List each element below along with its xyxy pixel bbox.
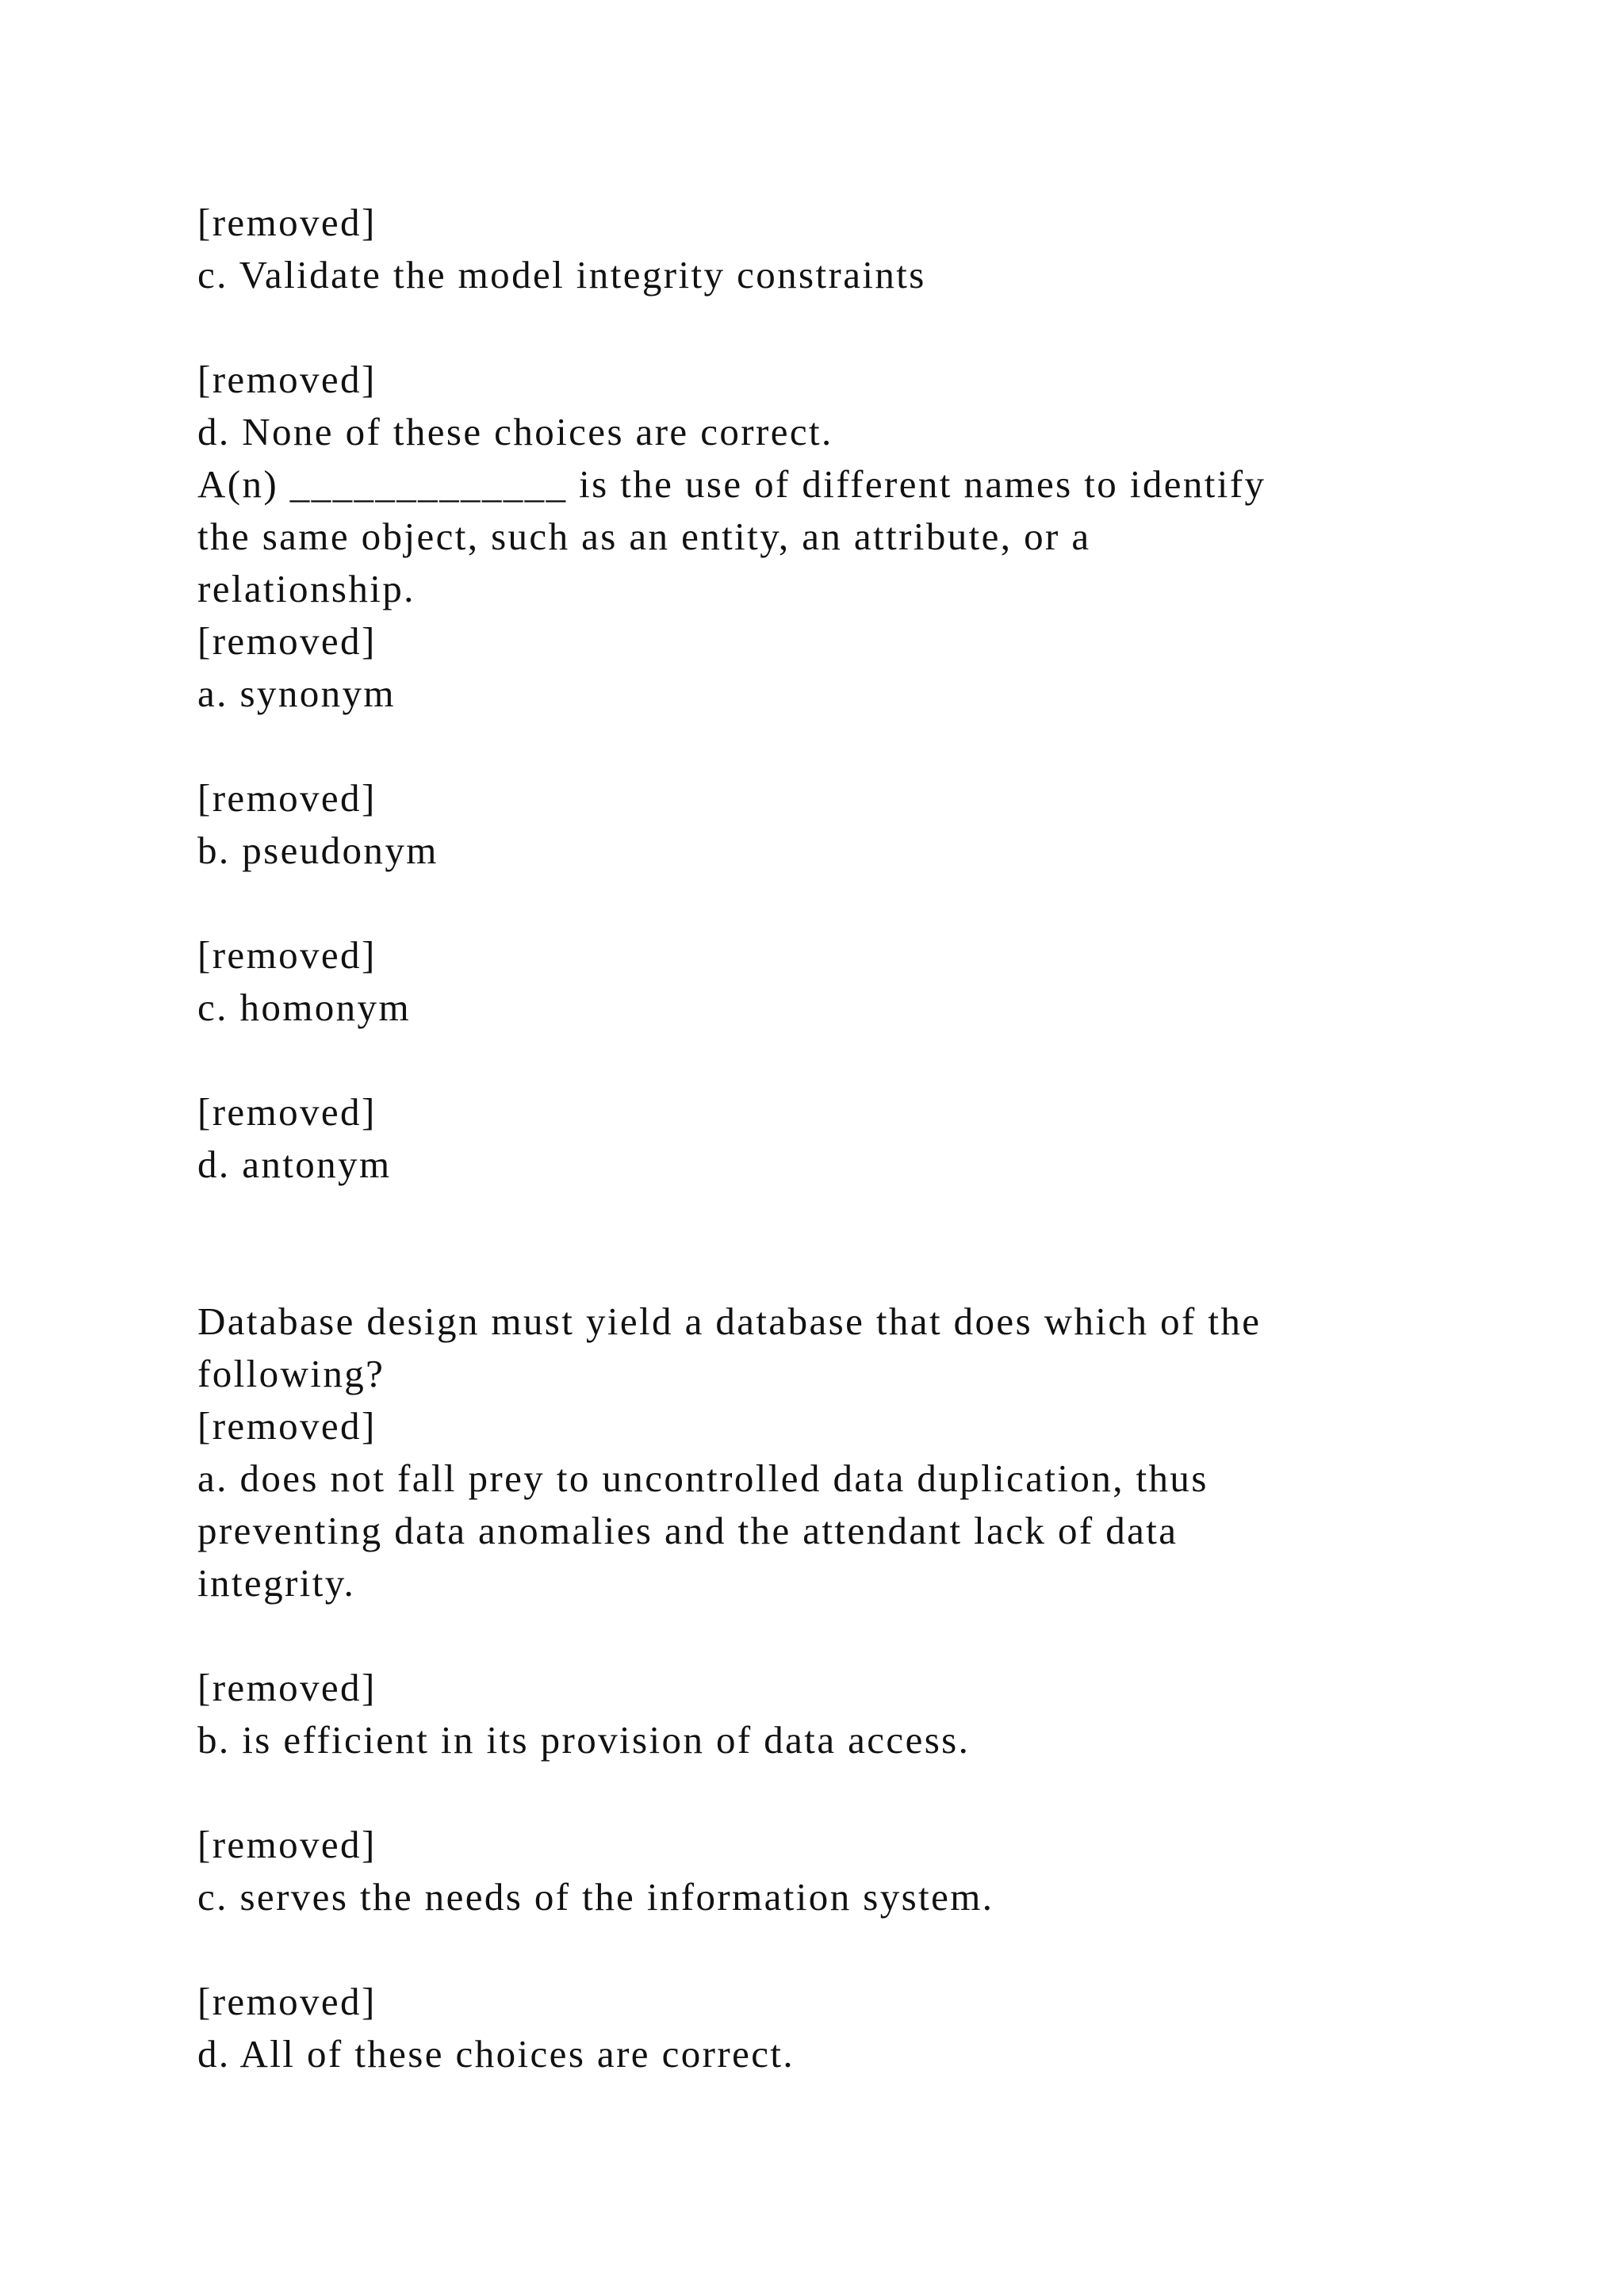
answer-option-b: b. pseudonym [197, 828, 439, 872]
spacer [197, 1923, 1466, 1976]
option-d-none: d. None of these choices are correct. [197, 410, 833, 453]
removed-label: [removed] [197, 201, 377, 244]
spacer [197, 301, 1466, 354]
option-c-validate: c. Validate the model integrity constraints [197, 253, 926, 297]
document-page [197, 197, 1466, 2080]
answer-option-d: d. antonym [197, 1142, 392, 1186]
answer-option-d: d. All of these choices are correct. [197, 2032, 795, 2076]
removed-label: [removed] [197, 1090, 377, 1134]
removed-label: [removed] [197, 358, 377, 401]
spacer [197, 877, 1466, 929]
spacer [197, 1609, 1466, 1662]
question-text-line: relationship. [197, 567, 416, 610]
answer-option-a-continued: preventing data anomalies and the attendant lack of data [197, 1509, 1178, 1552]
spacer [197, 720, 1466, 772]
question-text-line: A(n) _____________ is the use of different names to identify [197, 462, 1266, 506]
question-synonym [197, 458, 1466, 1191]
removed-label: [removed] [197, 776, 377, 820]
removed-label: [removed] [197, 1980, 377, 2023]
removed-label: [removed] [197, 1666, 377, 1709]
removed-label: [removed] [197, 1404, 377, 1448]
question-text-line: the same object, such as an entity, an attribute, or a [197, 515, 1091, 558]
removed-label: [removed] [197, 1823, 377, 1866]
answer-option-a: a. does not fall prey to uncontrolled data duplication, thus [197, 1456, 1208, 1500]
spacer [197, 1766, 1466, 1819]
spacer [197, 1191, 1466, 1295]
answer-option-b: b. is efficient in its provision of data access. [197, 1718, 971, 1762]
answer-option-c: c. homonym [197, 985, 411, 1029]
answer-option-a: a. synonym [197, 672, 396, 715]
removed-label: [removed] [197, 619, 377, 663]
question-database-design [197, 1295, 1466, 2080]
question-text-line: following? [197, 1352, 385, 1395]
removed-label: [removed] [197, 933, 377, 977]
answer-option-c: c. serves the needs of the information system. [197, 1875, 994, 1919]
answer-option-a-continued: integrity. [197, 1561, 356, 1605]
spacer [197, 1034, 1466, 1086]
question-text-line: Database design must yield a database that does which of the [197, 1299, 1262, 1343]
